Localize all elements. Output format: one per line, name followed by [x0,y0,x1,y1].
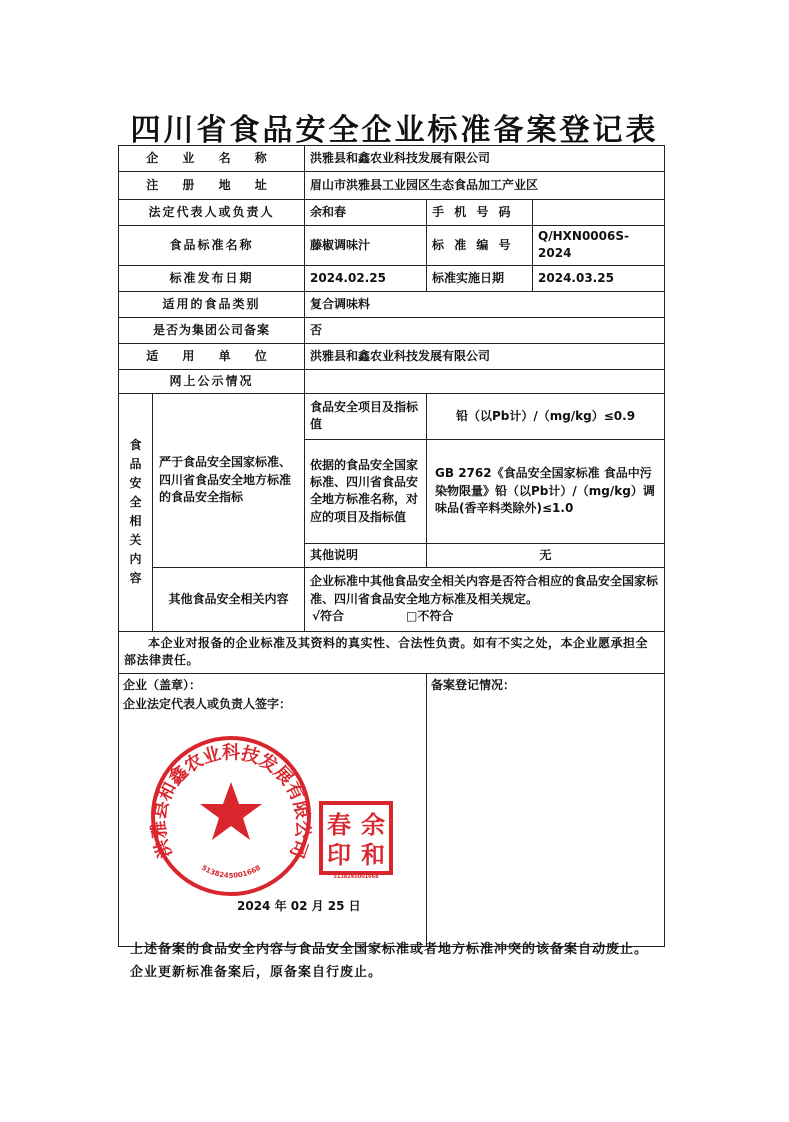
footer-note: 上述备案的食品安全内容与食品安全国家标准或者地方标准冲突的该备案自动废止。企业更新标准备案后，原备案自行废止。 [130,942,649,980]
standard-name-label: 食品标准名称 [119,226,305,266]
row-address [119,172,665,200]
signature-cell [119,673,427,946]
phone-value [533,200,665,226]
personal-square-seal [319,801,393,879]
vertical-char: 相 [129,514,142,529]
not-comply-option: □不符合 [406,608,454,623]
signature-date: 2024 年 02 月 25 日 [237,898,361,913]
seal-char: 余 [361,809,385,839]
filing-form-table [118,145,665,947]
category-label: 适用的食品类别 [119,291,305,317]
other-content-text: 企业标准中其他食品安全相关内容是否符合相应的食品安全国家标准、四川省食品安全地方标准及相关规定。 [310,574,659,606]
basis-standard-label: 依据的食品安全国家标准、四川省食品安全地方标准名称，对应的项目及指标值 [305,439,427,543]
seal-number-textpath: 5138245001668 [199,863,263,880]
effective-date-value: 2024.03.25 [533,265,665,291]
filing-status-cell [427,673,665,946]
personal-seal-number: 5138245001668 [333,873,379,879]
declaration-text: 本企业对报备的企业标准及其资料的真实性、合法性负责。如有不实之处，本企业愿承担全部法律责任。 [119,631,665,673]
group-filing-label: 是否为集团公司备案 [119,317,305,343]
online-notice-value [305,369,665,393]
seal-number-text [200,863,262,879]
row-company-name [119,146,665,172]
company-name-value: 洪雅县和鑫农业科技发展有限公司 [305,146,665,172]
phone-label: 手 机 号 码 [427,200,533,226]
vertical-char: 内 [129,552,142,567]
vertical-char: 全 [129,495,142,510]
safety-item-label: 食品安全项目及指标值 [305,393,427,439]
legal-rep-value: 余和春 [305,200,427,226]
seal-char: 春 [327,809,351,839]
row-other-content [119,567,665,631]
publish-date-label: 标准发布日期 [119,265,305,291]
other-content-cell [305,567,665,631]
compliance-checkline [310,608,659,625]
applicable-unit-label: 适 用 单 位 [119,343,305,369]
row-standard-name [119,226,665,266]
standard-name-value: 藤椒调味汁 [305,226,427,266]
company-name-label: 企 业 名 称 [119,146,305,172]
comply-option: √符合 [312,608,345,623]
address-label: 注 册 地 址 [119,172,305,200]
other-note-label: 其他说明 [305,543,427,567]
row-dates [119,265,665,291]
row-applicable-unit [119,343,665,369]
other-content-label: 其他食品安全相关内容 [153,567,305,631]
signer-label: 企业法定代表人或负责人签字： [123,696,292,711]
applicable-unit-value: 洪雅县和鑫农业科技发展有限公司 [305,343,665,369]
category-value: 复合调味料 [305,291,665,317]
signature-labels [123,676,291,714]
vertical-char: 关 [129,533,142,548]
row-safety-item [119,393,665,439]
address-value: 眉山市洪雅县工业园区生态食品加工产业区 [305,172,665,200]
company-seal-label: 企业（盖章）： [123,677,202,692]
filing-status-label: 备案登记情况： [431,677,516,692]
row-legal-rep [119,200,665,226]
online-notice-label: 网上公示情况 [119,369,305,393]
safety-vertical-label [119,393,153,631]
seal-arc-textpath: 洪雅县和鑫农业科技发展有限公司 [149,742,313,861]
standard-no-label: 标 准 编 号 [427,226,533,266]
row-group-filing [119,317,665,343]
star-icon [200,782,262,840]
effective-date-label: 标准实施日期 [427,265,533,291]
publish-date-value: 2024.02.25 [305,265,427,291]
vertical-char: 安 [129,476,142,491]
page-title: 四川省食品安全企业标准备案登记表 [130,113,659,148]
group-filing-value: 否 [305,317,665,343]
vertical-char: 容 [129,571,142,586]
other-note-value: 无 [427,543,665,567]
seal-char: 印 [327,839,351,869]
vertical-char: 食 [129,438,142,453]
safety-item-value: 铅（以Pb计）/（mg/kg）≤0.9 [427,393,665,439]
basis-standard-value: GB 2762《食品安全国家标准 食品中污染物限量》铅（以Pb计）/（mg/kg）调味品(香辛料类除外)≤1.0 [427,439,665,543]
row-declaration [119,631,665,673]
stricter-indicators-label: 严于食品安全国家标准、四川省食品安全地方标准的食品安全指标 [153,393,305,567]
row-online-notice [119,369,665,393]
vertical-char: 品 [129,457,142,472]
row-signature [119,673,665,946]
seal-char: 和 [361,839,385,869]
standard-no-value: Q/HXN0006S-2024 [533,226,665,266]
row-category [119,291,665,317]
legal-rep-label: 法定代表人或负责人 [119,200,305,226]
company-round-seal [149,734,313,898]
